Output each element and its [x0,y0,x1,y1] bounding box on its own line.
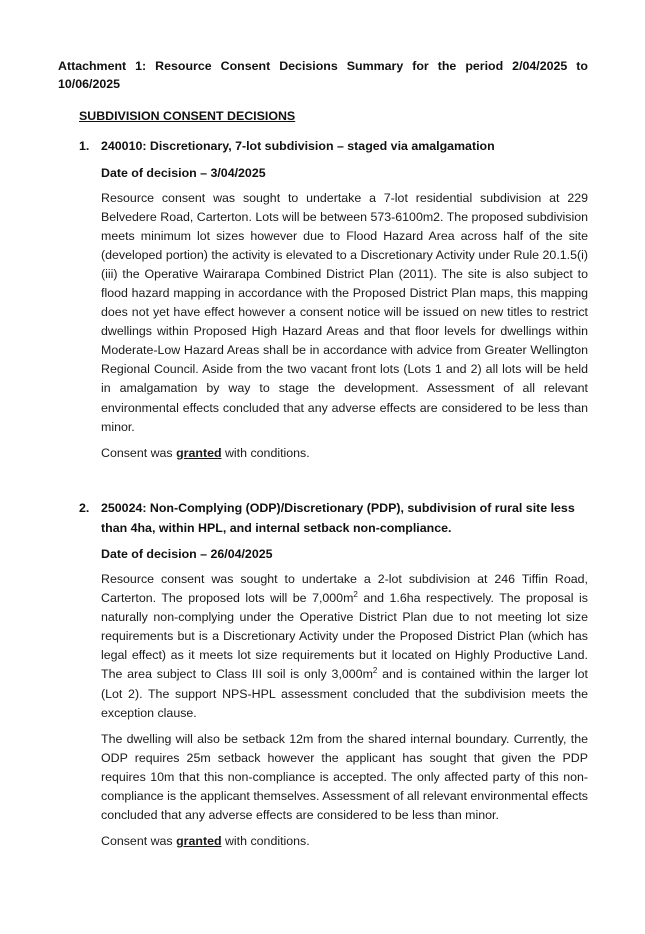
decision-item-2 [79,499,588,851]
outcome-suffix: with conditions. [224,834,310,849]
para-text-1: Resource consent was sought to undertake a 2-lot subdivision at 246 Tiffin Road, Carterton. The proposed lots will be 7,000m [101,572,588,606]
granted-word: granted [176,834,222,849]
item-paragraph-2: The dwelling will also be setback 12m from the shared internal boundary. Currently, the ODP requires 25m setback however the applicant has sought that given the PDP requires 10m that this non-compliance is accepted. The only affected party of this non-compliance is the applicant themselves. Assessment of all relevant environmental effects concluded that any adverse effects are considered to be less than minor. [101,731,588,823]
outcome-line [101,444,588,463]
decision-date: Date of decision – 26/04/2025 [101,547,273,561]
outcome-prefix: Consent was [101,834,173,849]
superscript-2: 2 [372,666,378,676]
item-number: 1. [79,139,90,153]
outcome-prefix: Consent was [101,445,173,460]
para-text-2: and 1.6ha respectively. The proposal is naturally non-complying under the Operative District Plan due to not meeting lot size requirements but is a Discretionary Activity under the Proposed District Plan (which has legal effect) as it meets lot size requirements but it located on Highly Productive Land. The area subject to Class III soil is only 3,000m [101,591,588,682]
decision-date: Date of decision – 3/04/2025 [101,165,266,180]
section-heading: SUBDIVISION CONSENT DECISIONS [79,109,296,123]
outcome-suffix: with conditions. [224,445,310,460]
granted-word: granted [176,445,222,460]
decision-item-1 [79,137,588,463]
item-heading: 250024: Non-Complying (ODP)/Discretionary (PDP), subdivision of rural site less than 4ha, within HPL, and internal setback non-compliance. [101,501,575,535]
document-title: Attachment 1: Resource Consent Decisions Summary for the period 2/04/2025 to 10/06/2025 [58,59,588,91]
item-paragraph-1 [101,570,588,723]
superscript-2: 2 [353,589,358,599]
para-text-3: and is contained within the larger lot (Lot 2). The support NPS-HPL assessment concluded that the subdivision meets the exception clause. [101,667,588,720]
outcome-line [101,832,588,851]
item-number: 2. [79,501,90,515]
item-heading: 240010: Discretionary, 7-lot subdivision – staged via amalgamation [101,139,495,153]
item-paragraph: Resource consent was sought to undertake a 7-lot residential subdivision at 229 Belvedere Road, Carterton. Lots will be between 573-6100m2. The proposed subdivision meets minimum lot sizes however due to Flood Hazard Area across half of the site (developed portion) the activity is elevated to a Discretionary Activity under Rule 20.1.5(i)(iii) the Operative Wairarapa Combined District Plan (2011). The site is also subject to flood hazard mapping in accordance with the Proposed District Plan maps, this mapping does not yet have effect however a consent notice will be issued on new titles to restrict dwellings within Proposed High Hazard Areas and that floor levels for dwellings within Moderate-Low Hazard Areas shall be in accordance with advice from Greater Wellington Regional Council. Aside from the two vacant front lots (Lots 1 and 2) all lots will be held in amalgamation by way to stage the development. Assessment of all relevant environmental effects concluded that any adverse effects are considered to be less than minor. [101,190,588,434]
